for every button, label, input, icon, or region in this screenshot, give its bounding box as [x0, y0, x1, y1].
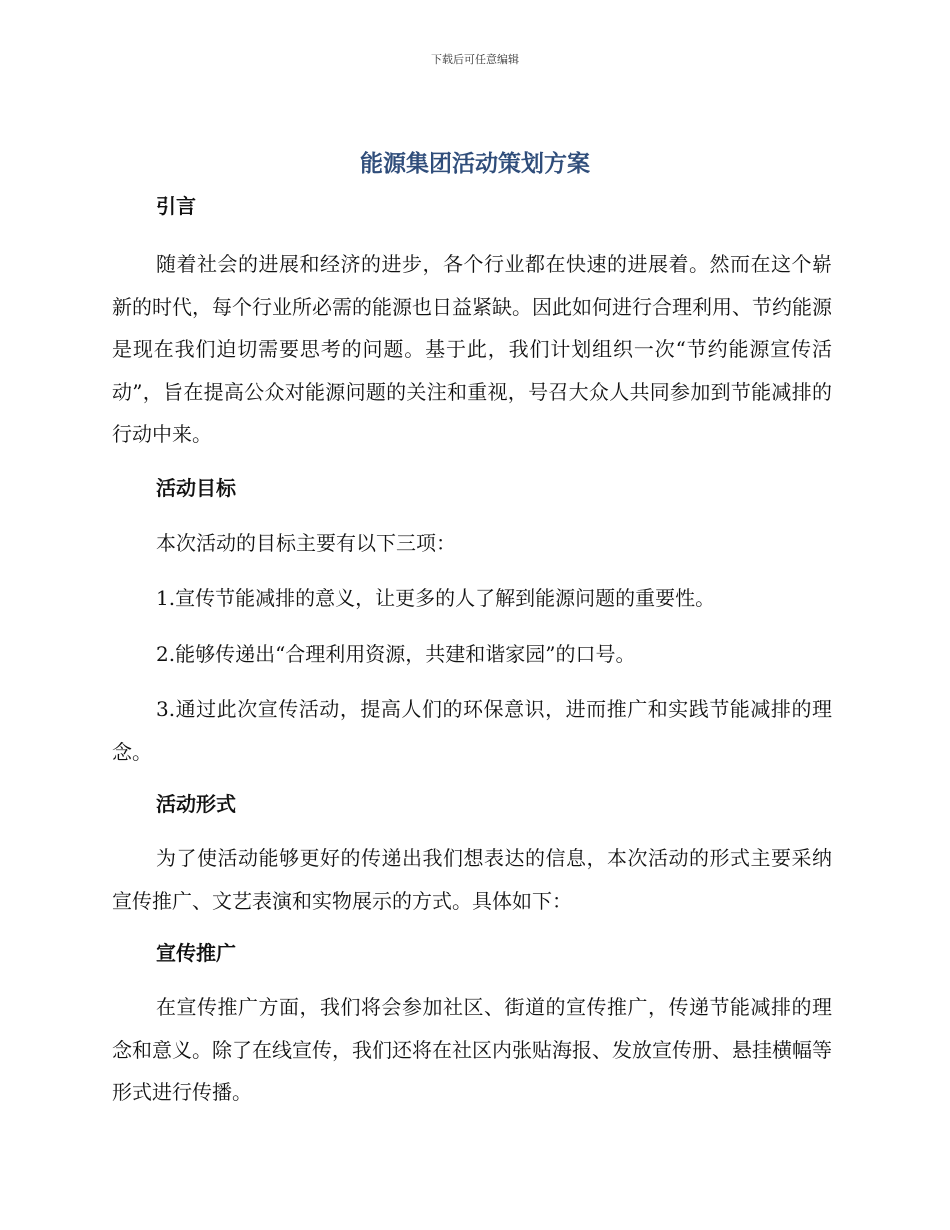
section-heading-intro: 引言	[156, 194, 196, 218]
document-title: 能源集团活动策划方案	[360, 151, 590, 177]
section-heading-promotion: 宣传推广	[156, 941, 236, 965]
page-header: 下载后可任意编辑	[431, 53, 519, 66]
section-heading-form: 活动形式	[156, 792, 236, 816]
goal-item-3: 3.通过此次宣传活动，提高人们的环保意识，进而推广和实践节能减排的理念。	[112, 697, 832, 764]
goal-item-1: 1.宣传节能减排的意义，让更多的人了解到能源问题的重要性。	[156, 586, 716, 610]
document-body	[112, 187, 832, 1114]
promotion-paragraph: 在宣传推广方面，我们将会参加社区、街道的宣传推广，传递节能减排的理念和意义。除了在线宣传，我们还将在社区内张贴海报、发放宣传册、悬挂横幅等形式进行传播。	[112, 995, 832, 1104]
section-heading-goals: 活动目标	[156, 475, 236, 500]
goal-item-2: 2.能够传递出“合理利用资源，共建和谐家园”的口号。	[156, 641, 636, 666]
goals-lead-paragraph: 本次活动的目标主要有以下三项：	[156, 530, 456, 555]
intro-paragraph: 随着社会的进展和经济的进步，各个行业都在快速的进展着。然而在这个崭新的时代，每个行业所必需的能源也日益紧缺。因此如何进行合理利用、节约能源是现在我们迫切需要思考的问题。基于此，我们计划组织一次“节约能源宣传活动”，旨在提高公众对能源问题的关注和重视，号召大众人共同参加到节能减排的行动中来。	[112, 252, 832, 446]
form-paragraph: 为了使活动能够更好的传递出我们想表达的信息，本次活动的形式主要采纳宣传推广、文艺表演和实物展示的方式。具体如下：	[112, 846, 832, 913]
